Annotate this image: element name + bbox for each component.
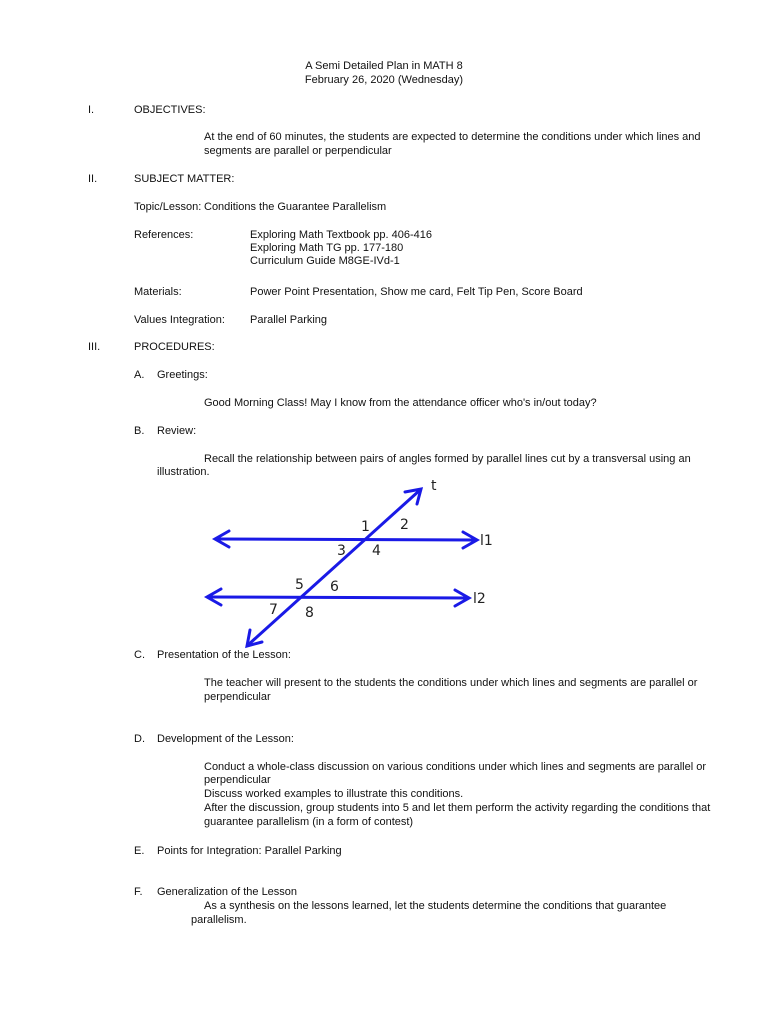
generalization-text-line1: As a synthesis on the lessons learned, let the students determine the conditions that guarantee xyxy=(204,900,667,912)
procedure-title-development: Development of the Lesson: xyxy=(157,733,294,745)
section-numeral-subject-matter: II. xyxy=(88,173,98,185)
presentation-text-line1: The teacher will present to the students the conditions under which lines and segments are parallel or xyxy=(204,677,698,689)
angle-label-8: 8 xyxy=(305,605,314,621)
angle-label-7: 7 xyxy=(269,602,278,618)
angle-label-2: 2 xyxy=(400,517,409,533)
materials-label: Materials: xyxy=(134,286,182,298)
angle-label-3: 3 xyxy=(337,543,346,559)
review-text-line2: illustration. xyxy=(157,466,210,478)
objectives-text-line2: segments are parallel or perpendicular xyxy=(204,145,392,157)
section-heading-objectives: OBJECTIVES: xyxy=(134,104,206,116)
angle-label-6: 6 xyxy=(330,579,339,595)
development-text-line: Discuss worked examples to illustrate this conditions. xyxy=(204,788,464,800)
topic-value: Conditions the Guarantee Parallelism xyxy=(204,201,387,213)
reference-item: Exploring Math TG pp. 177-180 xyxy=(250,242,404,254)
reference-item: Exploring Math Textbook pp. 406-416 xyxy=(250,229,433,241)
section-heading-subject-matter: SUBJECT MATTER: xyxy=(134,173,235,185)
transversal-line-t xyxy=(247,489,421,646)
objectives-text-line1: At the end of 60 minutes, the students are expected to determine the conditions under which lines and xyxy=(204,131,701,143)
values-integration-label: Values Integration: xyxy=(134,314,225,326)
procedure-letter-a: A. xyxy=(134,369,145,381)
procedure-letter-e: E. xyxy=(134,845,145,857)
references-label: References: xyxy=(134,229,194,241)
document-title: A Semi Detailed Plan in MATH 8 xyxy=(305,60,463,72)
procedure-letter-c: C. xyxy=(134,649,145,661)
procedure-title-presentation: Presentation of the Lesson: xyxy=(157,649,291,661)
development-text-line: Conduct a whole-class discussion on various conditions under which lines and segments are parallel or xyxy=(204,761,706,773)
greetings-text: Good Morning Class! May I know from the attendance officer who's in/out today? xyxy=(204,397,597,409)
procedure-title-integration: Points for Integration: Parallel Parking xyxy=(157,845,342,857)
review-text-line1: Recall the relationship between pairs of angles formed by parallel lines cut by a transversal using an xyxy=(204,453,691,465)
procedure-letter-f: F. xyxy=(134,886,143,898)
angle-label-4: 4 xyxy=(372,543,381,559)
angle-label-5: 5 xyxy=(295,577,304,593)
development-text-line: guarantee parallelism (in a form of contest) xyxy=(204,816,414,828)
procedure-letter-d: D. xyxy=(134,733,145,745)
reference-item: Curriculum Guide M8GE-IVd-1 xyxy=(250,255,400,267)
materials-value: Power Point Presentation, Show me card, Felt Tip Pen, Score Board xyxy=(250,286,583,298)
section-numeral-procedures: III. xyxy=(88,341,101,353)
section-numeral-objectives: I. xyxy=(88,104,95,116)
procedure-title-review: Review: xyxy=(157,425,197,437)
transversal-diagram xyxy=(195,472,525,657)
angle-label-1: 1 xyxy=(361,519,370,535)
generalization-text-line2: parallelism. xyxy=(191,914,247,926)
section-heading-procedures: PROCEDURES: xyxy=(134,341,215,353)
development-text-line: perpendicular xyxy=(204,774,271,786)
document-date: February 26, 2020 (Wednesday) xyxy=(304,74,464,86)
topic-label: Topic/Lesson: xyxy=(134,201,202,213)
values-integration-value: Parallel Parking xyxy=(250,314,328,326)
line-l1 xyxy=(215,531,477,548)
procedure-title-greetings: Greetings: xyxy=(157,369,208,381)
procedure-title-generalization: Generalization of the Lesson xyxy=(157,886,298,898)
label-l1: l1 xyxy=(480,533,493,549)
presentation-text-line2: perpendicular xyxy=(204,691,271,703)
procedure-letter-b: B. xyxy=(134,425,145,437)
development-text-line: After the discussion, group students into 5 and let them perform the activity regarding the conditions that xyxy=(204,802,711,814)
label-l2: l2 xyxy=(473,591,486,607)
label-t: t xyxy=(431,478,437,494)
